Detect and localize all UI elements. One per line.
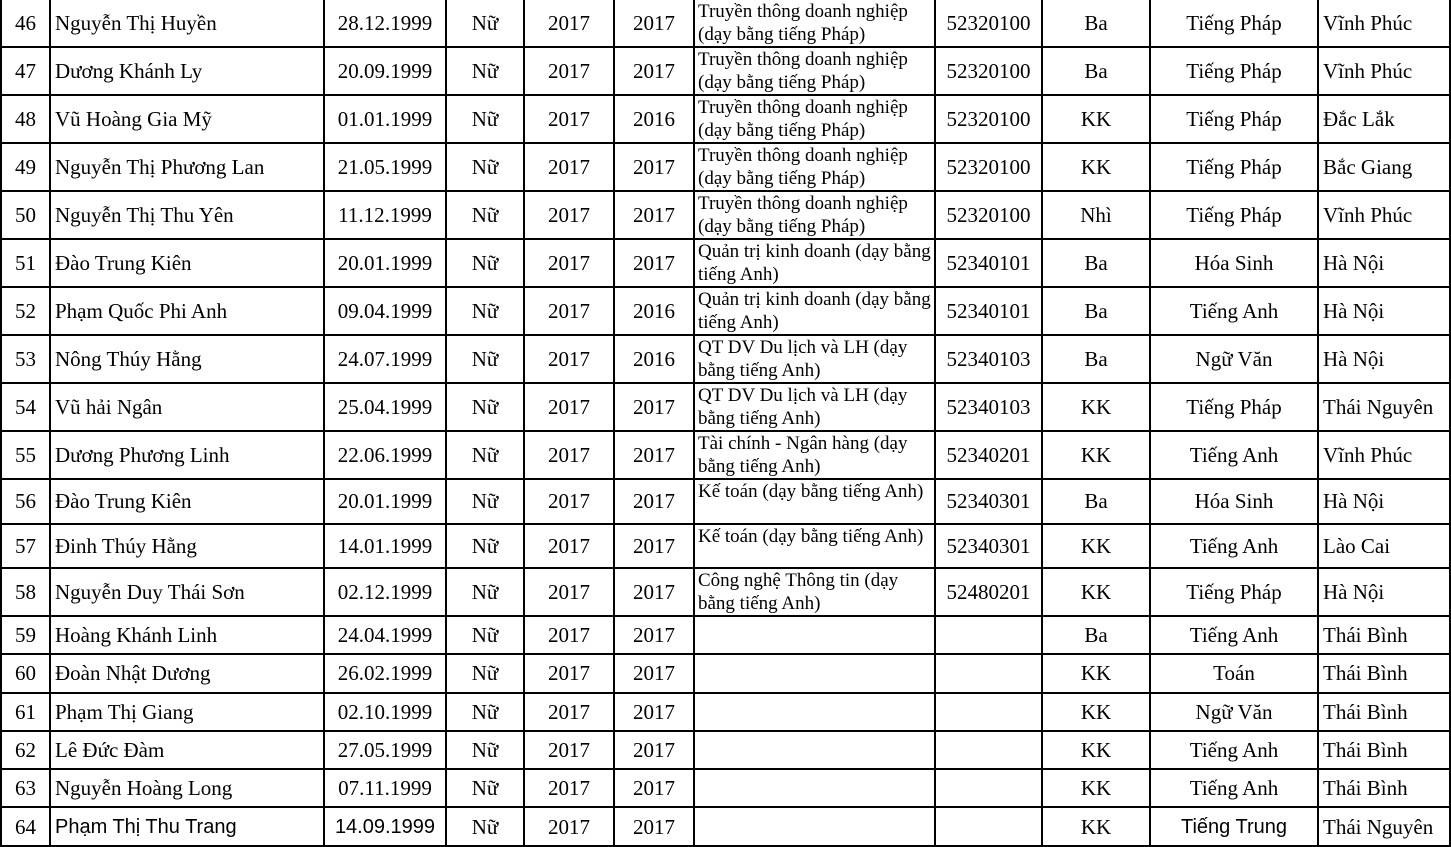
cell-name: Nguyễn Thị Thu Yên xyxy=(50,191,324,239)
cell-major-code: 52320100 xyxy=(935,95,1042,143)
cell-stt: 59 xyxy=(1,616,50,654)
cell-dob: 21.05.1999 xyxy=(324,143,446,191)
cell-year-1: 2017 xyxy=(524,47,614,95)
cell-year-2: 2016 xyxy=(614,287,694,335)
cell-year-2: 2017 xyxy=(614,616,694,654)
cell-dob: 11.12.1999 xyxy=(324,191,446,239)
cell-name: Lê Đức Đàm xyxy=(50,731,324,769)
cell-major-code: 52320100 xyxy=(935,0,1042,47)
table-row xyxy=(1,431,1450,479)
cell-year-1: 2017 xyxy=(524,807,614,845)
cell-dob: 22.06.1999 xyxy=(324,431,446,479)
cell-year-2: 2017 xyxy=(614,568,694,616)
cell-major-code: 52340101 xyxy=(935,287,1042,335)
cell-subject: Tiếng Pháp xyxy=(1150,191,1318,239)
cell-dob: 07.11.1999 xyxy=(324,769,446,807)
cell-year-2: 2017 xyxy=(614,191,694,239)
cell-year-2: 2017 xyxy=(614,0,694,47)
cell-gender: Nữ xyxy=(446,431,524,479)
cell-gender: Nữ xyxy=(446,239,524,287)
cell-dob: 02.10.1999 xyxy=(324,693,446,731)
cell-major-code: 52340101 xyxy=(935,239,1042,287)
table-row xyxy=(1,143,1450,191)
cell-name: Đào Trung Kiên xyxy=(50,239,324,287)
table-row xyxy=(1,47,1450,95)
cell-stt: 63 xyxy=(1,769,50,807)
cell-major xyxy=(694,431,935,479)
cell-major-code: 52480201 xyxy=(935,568,1042,616)
cell-major-code: 52320100 xyxy=(935,191,1042,239)
table-row xyxy=(1,287,1450,335)
cell-province: Thái Bình xyxy=(1318,769,1450,807)
table-row xyxy=(1,0,1450,47)
cell-gender: Nữ xyxy=(446,769,524,807)
cell-province: Hà Nội xyxy=(1318,479,1450,524)
cell-year-1: 2017 xyxy=(524,616,614,654)
cell-name: Đoàn Nhật Dương xyxy=(50,654,324,692)
cell-gender: Nữ xyxy=(446,143,524,191)
cell-year-1: 2017 xyxy=(524,383,614,431)
cell-province: Vĩnh Phúc xyxy=(1318,47,1450,95)
cell-major-code: 52320100 xyxy=(935,47,1042,95)
cell-gender: Nữ xyxy=(446,654,524,692)
table-row xyxy=(1,239,1450,287)
cell-name: Nguyễn Thị Huyền xyxy=(50,0,324,47)
major-text: QT DV Du lịch và LH (dạy bằng tiếng Anh) xyxy=(698,337,908,381)
cell-stt: 57 xyxy=(1,524,50,569)
major-text: Tài chính - Ngân hàng (dạy bằng tiếng Anh) xyxy=(698,433,908,477)
cell-prize: Ba xyxy=(1042,239,1150,287)
cell-subject: Hóa Sinh xyxy=(1150,479,1318,524)
cell-major xyxy=(694,807,935,845)
cell-prize: Ba xyxy=(1042,0,1150,47)
cell-gender: Nữ xyxy=(446,693,524,731)
cell-name: Đào Trung Kiên xyxy=(50,479,324,524)
cell-year-1: 2017 xyxy=(524,95,614,143)
cell-major xyxy=(694,0,935,47)
cell-year-1: 2017 xyxy=(524,431,614,479)
cell-prize: KK xyxy=(1042,769,1150,807)
cell-stt: 51 xyxy=(1,239,50,287)
cell-major xyxy=(694,239,935,287)
cell-major-code: 52320100 xyxy=(935,143,1042,191)
cell-major xyxy=(694,191,935,239)
cell-name: Hoàng Khánh Linh xyxy=(50,616,324,654)
cell-name: Dương Khánh Ly xyxy=(50,47,324,95)
cell-prize: KK xyxy=(1042,654,1150,692)
cell-major-code: 52340301 xyxy=(935,479,1042,524)
cell-dob: 28.12.1999 xyxy=(324,0,446,47)
cell-province: Thái Bình xyxy=(1318,731,1450,769)
cell-subject: Tiếng Pháp xyxy=(1150,568,1318,616)
cell-stt: 54 xyxy=(1,383,50,431)
cell-gender: Nữ xyxy=(446,0,524,47)
table-row xyxy=(1,335,1450,383)
cell-subject: Ngữ Văn xyxy=(1150,335,1318,383)
cell-subject: Tiếng Pháp xyxy=(1150,47,1318,95)
cell-major-code: 52340103 xyxy=(935,335,1042,383)
cell-name: Vũ hải Ngân xyxy=(50,383,324,431)
table-row xyxy=(1,191,1450,239)
cell-major xyxy=(694,568,935,616)
cell-province: Lào Cai xyxy=(1318,524,1450,569)
cell-province: Vĩnh Phúc xyxy=(1318,0,1450,47)
cell-name: Nguyễn Duy Thái Sơn xyxy=(50,568,324,616)
cell-prize: Ba xyxy=(1042,479,1150,524)
cell-stt: 52 xyxy=(1,287,50,335)
cell-subject: Tiếng Anh xyxy=(1150,524,1318,569)
cell-subject: Tiếng Trung xyxy=(1150,807,1318,845)
cell-year-1: 2017 xyxy=(524,654,614,692)
cell-major xyxy=(694,95,935,143)
cell-dob: 24.04.1999 xyxy=(324,616,446,654)
cell-prize: KK xyxy=(1042,524,1150,569)
cell-major-code xyxy=(935,769,1042,807)
major-text: Quản trị kinh doanh (dạy bằng tiếng Anh) xyxy=(698,241,931,285)
cell-year-1: 2017 xyxy=(524,524,614,569)
cell-major xyxy=(694,616,935,654)
cell-gender: Nữ xyxy=(446,524,524,569)
table-row xyxy=(1,568,1450,616)
cell-name: Nông Thúy Hằng xyxy=(50,335,324,383)
cell-dob: 09.04.1999 xyxy=(324,287,446,335)
cell-province: Vĩnh Phúc xyxy=(1318,191,1450,239)
cell-major-code: 52340301 xyxy=(935,524,1042,569)
cell-prize: KK xyxy=(1042,95,1150,143)
cell-major xyxy=(694,143,935,191)
cell-prize: Ba xyxy=(1042,287,1150,335)
cell-year-1: 2017 xyxy=(524,191,614,239)
major-text: Kế toán (dạy bằng tiếng Anh) xyxy=(698,481,924,502)
cell-subject: Tiếng Pháp xyxy=(1150,383,1318,431)
table-body xyxy=(1,0,1450,846)
cell-major xyxy=(694,769,935,807)
major-text: Công nghệ Thông tin (dạy bằng tiếng Anh) xyxy=(698,570,899,614)
cell-province: Hà Nội xyxy=(1318,287,1450,335)
cell-province: Thái Nguyên xyxy=(1318,383,1450,431)
table-row xyxy=(1,479,1450,524)
cell-year-2: 2017 xyxy=(614,479,694,524)
table-row xyxy=(1,383,1450,431)
cell-subject: Tiếng Pháp xyxy=(1150,0,1318,47)
cell-stt: 64 xyxy=(1,807,50,845)
cell-major xyxy=(694,335,935,383)
major-text: Quản trị kinh doanh (dạy bằng tiếng Anh) xyxy=(698,289,931,333)
cell-province: Hà Nội xyxy=(1318,239,1450,287)
cell-subject: Tiếng Anh xyxy=(1150,769,1318,807)
cell-subject: Tiếng Pháp xyxy=(1150,143,1318,191)
cell-prize: KK xyxy=(1042,143,1150,191)
cell-stt: 58 xyxy=(1,568,50,616)
cell-province: Bắc Giang xyxy=(1318,143,1450,191)
cell-subject: Toán xyxy=(1150,654,1318,692)
cell-year-2: 2016 xyxy=(614,335,694,383)
major-text: Truyền thông doanh nghiệp (dạy bằng tiếng Pháp) xyxy=(698,193,908,237)
cell-prize: Ba xyxy=(1042,616,1150,654)
cell-subject: Tiếng Pháp xyxy=(1150,95,1318,143)
cell-major xyxy=(694,383,935,431)
cell-stt: 47 xyxy=(1,47,50,95)
cell-prize: KK xyxy=(1042,731,1150,769)
cell-major-code xyxy=(935,693,1042,731)
cell-year-1: 2017 xyxy=(524,335,614,383)
table-row xyxy=(1,616,1450,654)
cell-year-1: 2017 xyxy=(524,143,614,191)
cell-major xyxy=(694,524,935,569)
cell-year-2: 2017 xyxy=(614,654,694,692)
cell-province: Hà Nội xyxy=(1318,335,1450,383)
cell-year-2: 2017 xyxy=(614,383,694,431)
cell-year-1: 2017 xyxy=(524,287,614,335)
cell-year-2: 2017 xyxy=(614,524,694,569)
cell-prize: Nhì xyxy=(1042,191,1150,239)
cell-dob: 20.01.1999 xyxy=(324,479,446,524)
cell-major xyxy=(694,731,935,769)
cell-prize: Ba xyxy=(1042,47,1150,95)
cell-year-1: 2017 xyxy=(524,239,614,287)
cell-year-1: 2017 xyxy=(524,731,614,769)
cell-gender: Nữ xyxy=(446,568,524,616)
cell-year-2: 2017 xyxy=(614,769,694,807)
cell-dob: 20.01.1999 xyxy=(324,239,446,287)
cell-dob: 14.09.1999 xyxy=(324,807,446,845)
major-text: Kế toán (dạy bằng tiếng Anh) xyxy=(698,525,924,547)
cell-major-code xyxy=(935,616,1042,654)
cell-name: Phạm Quốc Phi Anh xyxy=(50,287,324,335)
cell-dob: 27.05.1999 xyxy=(324,731,446,769)
cell-dob: 20.09.1999 xyxy=(324,47,446,95)
cell-year-2: 2017 xyxy=(614,239,694,287)
cell-year-2: 2017 xyxy=(614,47,694,95)
cell-gender: Nữ xyxy=(446,807,524,845)
cell-year-1: 2017 xyxy=(524,479,614,524)
cell-province: Thái Bình xyxy=(1318,616,1450,654)
cell-dob: 14.01.1999 xyxy=(324,524,446,569)
cell-subject: Ngữ Văn xyxy=(1150,693,1318,731)
cell-year-1: 2017 xyxy=(524,568,614,616)
cell-major xyxy=(694,47,935,95)
cell-major-code xyxy=(935,807,1042,845)
cell-gender: Nữ xyxy=(446,191,524,239)
cell-gender: Nữ xyxy=(446,479,524,524)
cell-dob: 25.04.1999 xyxy=(324,383,446,431)
cell-stt: 46 xyxy=(1,0,50,47)
cell-name: Nguyễn Hoàng Long xyxy=(50,769,324,807)
major-text: Truyền thông doanh nghiệp (dạy bằng tiếng Pháp) xyxy=(698,97,908,141)
table-row xyxy=(1,807,1450,845)
cell-major xyxy=(694,287,935,335)
cell-province: Hà Nội xyxy=(1318,568,1450,616)
major-text: Truyền thông doanh nghiệp (dạy bằng tiếng Pháp) xyxy=(698,145,908,189)
cell-prize: KK xyxy=(1042,383,1150,431)
cell-subject: Tiếng Anh xyxy=(1150,731,1318,769)
cell-major-code: 52340103 xyxy=(935,383,1042,431)
cell-name: Dương Phương Linh xyxy=(50,431,324,479)
cell-province: Đắc Lắk xyxy=(1318,95,1450,143)
cell-year-2: 2017 xyxy=(614,807,694,845)
cell-name: Đinh Thúy Hằng xyxy=(50,524,324,569)
cell-stt: 55 xyxy=(1,431,50,479)
cell-gender: Nữ xyxy=(446,383,524,431)
cell-stt: 53 xyxy=(1,335,50,383)
cell-year-1: 2017 xyxy=(524,769,614,807)
cell-subject: Tiếng Anh xyxy=(1150,616,1318,654)
cell-major-code: 52340201 xyxy=(935,431,1042,479)
cell-stt: 48 xyxy=(1,95,50,143)
cell-major xyxy=(694,479,935,524)
cell-prize: KK xyxy=(1042,693,1150,731)
cell-stt: 50 xyxy=(1,191,50,239)
cell-stt: 61 xyxy=(1,693,50,731)
cell-dob: 01.01.1999 xyxy=(324,95,446,143)
cell-major xyxy=(694,693,935,731)
cell-year-1: 2017 xyxy=(524,0,614,47)
table-row xyxy=(1,693,1450,731)
cell-dob: 02.12.1999 xyxy=(324,568,446,616)
cell-year-2: 2016 xyxy=(614,95,694,143)
major-text: Truyền thông doanh nghiệp (dạy bằng tiếng Pháp) xyxy=(698,1,908,45)
cell-gender: Nữ xyxy=(446,731,524,769)
cell-major xyxy=(694,654,935,692)
cell-prize: KK xyxy=(1042,568,1150,616)
cell-stt: 62 xyxy=(1,731,50,769)
cell-prize: KK xyxy=(1042,807,1150,845)
table-row xyxy=(1,95,1450,143)
cell-name: Vũ Hoàng Gia Mỹ xyxy=(50,95,324,143)
cell-name: Phạm Thị Thu Trang xyxy=(50,807,324,845)
cell-prize: Ba xyxy=(1042,335,1150,383)
cell-province: Vĩnh Phúc xyxy=(1318,431,1450,479)
cell-gender: Nữ xyxy=(446,616,524,654)
cell-year-2: 2017 xyxy=(614,431,694,479)
cell-subject: Hóa Sinh xyxy=(1150,239,1318,287)
cell-year-2: 2017 xyxy=(614,731,694,769)
cell-year-2: 2017 xyxy=(614,693,694,731)
cell-dob: 24.07.1999 xyxy=(324,335,446,383)
table-row xyxy=(1,654,1450,692)
cell-prize: KK xyxy=(1042,431,1150,479)
major-text: QT DV Du lịch và LH (dạy bằng tiếng Anh) xyxy=(698,385,908,429)
cell-gender: Nữ xyxy=(446,95,524,143)
cell-major-code xyxy=(935,731,1042,769)
major-text: Truyền thông doanh nghiệp (dạy bằng tiếng Pháp) xyxy=(698,49,908,93)
table-row xyxy=(1,524,1450,569)
cell-province: Thái Nguyên xyxy=(1318,807,1450,845)
cell-gender: Nữ xyxy=(446,47,524,95)
cell-subject: Tiếng Anh xyxy=(1150,287,1318,335)
cell-stt: 60 xyxy=(1,654,50,692)
table-row xyxy=(1,731,1450,769)
cell-name: Phạm Thị Giang xyxy=(50,693,324,731)
cell-major-code xyxy=(935,654,1042,692)
cell-name: Nguyễn Thị Phương Lan xyxy=(50,143,324,191)
cell-subject: Tiếng Anh xyxy=(1150,431,1318,479)
cell-stt: 49 xyxy=(1,143,50,191)
cell-gender: Nữ xyxy=(446,287,524,335)
cell-year-2: 2017 xyxy=(614,143,694,191)
cell-gender: Nữ xyxy=(446,335,524,383)
cell-province: Thái Bình xyxy=(1318,654,1450,692)
cell-stt: 56 xyxy=(1,479,50,524)
cell-dob: 26.02.1999 xyxy=(324,654,446,692)
cell-year-1: 2017 xyxy=(524,693,614,731)
cell-province: Thái Bình xyxy=(1318,693,1450,731)
table-row xyxy=(1,769,1450,807)
